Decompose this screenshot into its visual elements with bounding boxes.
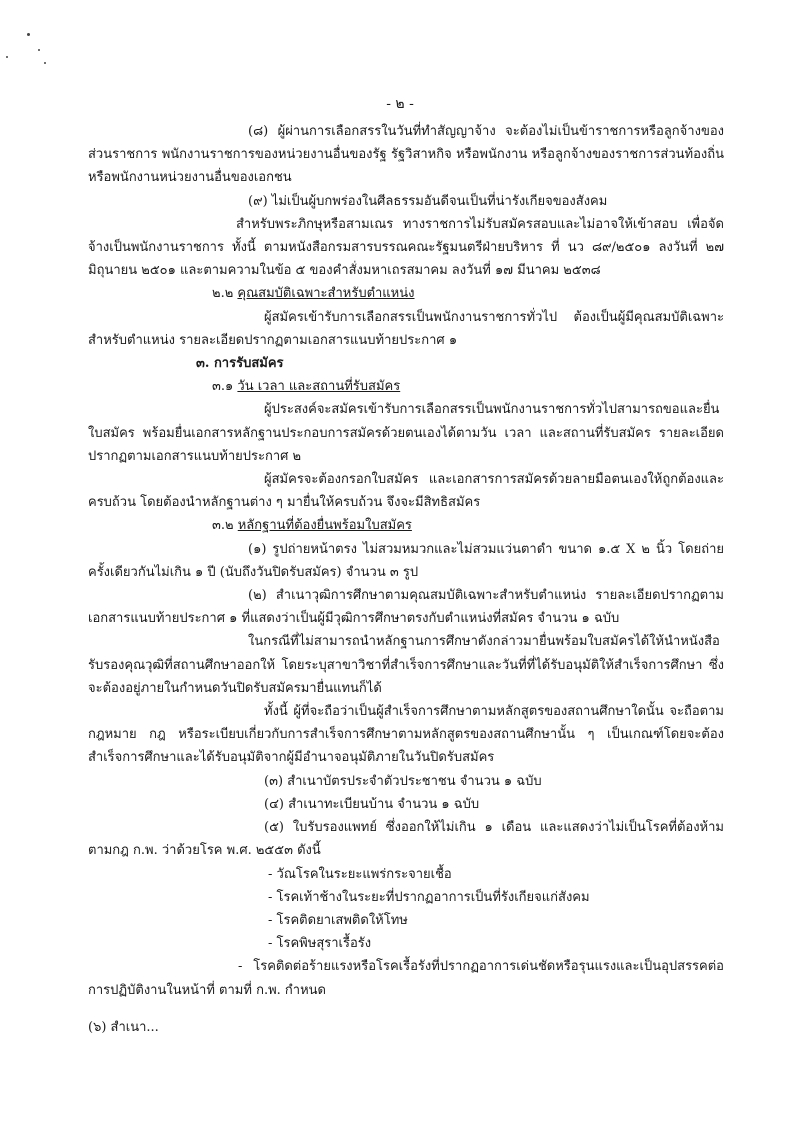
application-place-text: ผู้ประสงค์จะสมัครเข้ารับการเลือกสรรเป็นพนักงานราชการทั่วไปสามารถขอและยื่นใบสมัคร พร้อมยื่นเอกสารหลักฐานประกอบการสมัครด้วยตนเองได้ตามวัน เวลา และสถานที่รับสมัคร รายละเอียดปรากฏตามเอกสารแนบท้ายประกาศ ๒ <box>88 402 724 464</box>
application-form-text: ผู้สมัครจะต้องกรอกใบสมัคร และเอกสารการสมัครด้วยลายมือตนเองให้ถูกต้องและครบถ้วน โดยต้องนำหลักฐานต่าง ๆ มายื่นให้ครบถ้วน จึงจะมีสิทธิสมัคร <box>88 472 724 511</box>
section-title: คุณสมบัติเฉพาะสำหรับตำแหน่ง <box>237 286 415 302</box>
section-3-heading: ๓. การรับสมัคร <box>196 356 284 372</box>
disease-item: - โรคเท้าช้างในระยะที่ปรากฏอาการเป็นที่รังเกียจแก่สังคม <box>268 889 590 905</box>
section-2-2-heading <box>88 282 724 305</box>
disease-item: - โรคพิษสุราเรื้อรัง <box>268 936 372 952</box>
disease-item: - วัณโรคในระยะแพร่กระจายเชื้อ <box>268 866 452 882</box>
qualification-9: (๙) ไม่เป็นผู้บกพร่องในศีลธรรมอันดีจนเป็นที่น่ารังเกียจของสังคม <box>248 193 608 209</box>
disease-item: - โรคติดต่อร้ายแรงหรือโรคเรื้อรังที่ปรากฏอาการเด่นชัดหรือรุนแรงและเป็นอุปสรรคต่อการปฏิบัติงานในหน้าที่ ตามที่ ก.พ. กำหนด <box>88 959 724 998</box>
section-3-1-heading <box>88 375 724 398</box>
section-number: ๒.๒ <box>212 286 234 302</box>
section-number: ๓.๑ <box>212 379 234 395</box>
document-item-3: (๓) สำเนาบัตรประจำตัวประชาชน จำนวน ๑ ฉบับ <box>264 773 542 789</box>
section-title: หลักฐานที่ต้องยื่นพร้อมใบสมัคร <box>237 518 412 534</box>
document-body <box>88 120 724 1039</box>
specific-qualification-text: ผู้สมัครเข้ารับการเลือกสรรเป็นพนักงานราชการทั่วไป ต้องเป็นผู้มีคุณสมบัติเฉพาะสำหรับตำแหน่ง รายละเอียดปรากฏตามเอกสารแนบท้ายประกาศ ๑ <box>88 309 724 348</box>
scan-speck <box>6 56 8 58</box>
document-item-2: (๒) สำเนาวุฒิการศึกษาตามคุณสมบัติเฉพาะสำหรับตำแหน่ง รายละเอียดปรากฏตามเอกสารแนบท้ายประกาศ ๑ ที่แสดงว่าเป็นผู้มีวุฒิการศึกษาตรงกับตำแหน่งที่สมัคร จำนวน ๑ ฉบับ <box>88 588 724 627</box>
qualification-8: (๘) ผู้ผ่านการเลือกสรรในวันที่ทำสัญญาจ้าง จะต้องไม่เป็นข้าราชการหรือลูกจ้างของส่วนราชการ พนักงานราชการของหน่วยงานอื่นของรัฐ รัฐวิสาหกิจ หรือพนักงาน หรือลูกจ้างของราชการส่วนท้องถิ่น หรือพนักงานหน่วยงานอื่นของเอกชน <box>88 124 724 186</box>
page-number: - ๒ - <box>386 96 414 112</box>
degree-certificate-note: ในกรณีที่ไม่สามารถนำหลักฐานการศึกษาดังกล่าวมายื่นพร้อมใบสมัครได้ให้นำหนังสือรับรองคุณวุฒิที่สถานศึกษาออกให้ โดยระบุสาขาวิชาที่สำเร็จการศึกษาและวันที่ที่ได้รับอนุมัติให้สำเร็จการศึกษา ซึ่งจะต้องอยู่ภายในกำหนดวันปิดรับสมัครมายื่นแทนก็ได้ <box>88 634 724 696</box>
document-item-1: (๑) รูปถ่ายหน้าตรง ไม่สวมหมวกและไม่สวมแว่นตาดำ ขนาด ๑.๕ X ๒ นิ้ว โดยถ่ายครั้งเดียวกันไม่เกิน ๑ ปี (นับถึงวันปิดรับสมัคร) จำนวน ๓ รูป <box>88 541 724 580</box>
scan-speck <box>27 33 30 36</box>
document-item-4: (๔) สำเนาทะเบียนบ้าน จำนวน ๑ ฉบับ <box>264 796 480 812</box>
continuation-marker: (๖) สำเนา... <box>88 1019 159 1035</box>
section-number: ๓.๒ <box>212 518 234 534</box>
document-item-5: (๕) ใบรับรองแพทย์ ซึ่งออกให้ไม่เกิน ๑ เดือน และแสดงว่าไม่เป็นโรคที่ต้องห้ามตามกฎ ก.พ. ว่าด้วยโรค พ.ศ. ๒๕๕๓ ดังนี้ <box>88 820 724 859</box>
monk-note: สำหรับพระภิกษุหรือสามเณร ทางราชการไม่รับสมัครสอบและไม่อาจให้เข้าสอบ เพื่อจัดจ้างเป็นพนักงานราชการ ทั้งนี้ ตามหนังสือกรมสารบรรณคณะรัฐมนตรีฝ่ายบริหาร ที่ นว ๘๙/๒๕๐๑ ลงวันที่ ๒๗ มิถุนายน ๒๕๐๑ และตามความในข้อ ๕ ของคำสั่งมหาเถรสมาคม ลงวันที่ ๑๗ มีนาคม ๒๕๓๘ <box>88 216 724 279</box>
graduation-note: ทั้งนี้ ผู้ที่จะถือว่าเป็นผู้สำเร็จการศึกษาตามหลักสูตรของสถานศึกษาใดนั้น จะถือตามกฎหมาย กฎ หรือระเบียบเกี่ยวกับการสำเร็จการศึกษาตามหลักสูตรของสถานศึกษานั้น ๆ เป็นเกณฑ์โดยจะต้องสำเร็จการศึกษาและได้รับอนุมัติจากผู้มีอำนาจอนุมัติภายในวันปิดรับสมัคร <box>88 704 724 766</box>
section-title: วัน เวลา และสถานที่รับสมัคร <box>237 379 401 395</box>
section-3-2-heading <box>88 514 724 537</box>
disease-item: - โรคติดยาเสพติดให้โทษ <box>268 912 408 928</box>
scan-speck <box>38 49 40 51</box>
scan-speck <box>44 62 46 64</box>
